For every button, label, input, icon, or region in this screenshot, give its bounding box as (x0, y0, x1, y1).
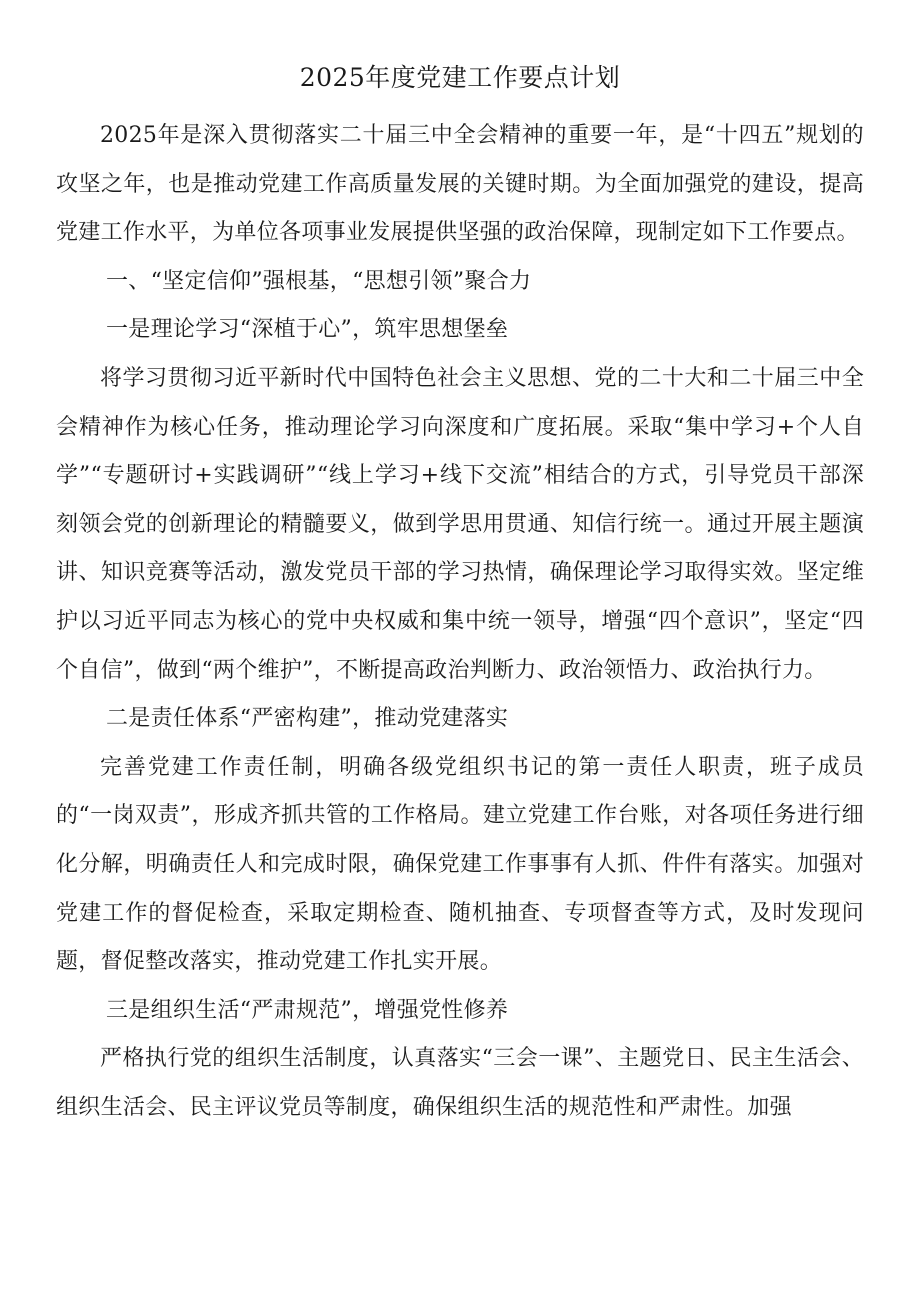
subsection-heading-3: 三是组织生活“严肃规范”，增强党性修养 (106, 997, 509, 1023)
intro-paragraph: 2025年是深入贯彻落实二十届三中全会精神的重要一年，是“十四五”规划的攻坚之年，也是推动党建工作高质量发展的关键时期。为全面加强党的建设，提高党建工作水平，为单位各项事业发展提供坚强的政治保障，现制定如下工作要点。 (56, 123, 864, 246)
section-heading-1: 一、“坚定信仰”强根基，“思想引领”聚合力 (106, 268, 532, 294)
subsection-paragraph-2: 完善党建工作责任制，明确各级党组织书记的第一责任人职责，班子成员的“一岗双责”，形成齐抓共管的工作格局。建立党建工作台账，对各项任务进行细化分解，明确责任人和完成时限，确保党建工作事事有人抓、件件有落实。加强对党建工作的督促检查，采取定期检查、随机抽查、专项督查等方式，及时发现问题，督促整改落实，推动党建工作扎实开展。 (56, 754, 864, 975)
subsection-paragraph-1: 将学习贯彻习近平新时代中国特色社会主义思想、党的二十大和二十届三中全会精神作为核心任务，推动理论学习向深度和广度拓展。采取“集中学习+个人自学”“专题研讨+实践调研”“线上学习+线下交流”相结合的方式，引导党员干部深刻领会党的创新理论的精髓要义，做到学思用贯通、知信行统一。通过开展主题演讲、知识竞赛等活动，激发党员干部的学习热情，确保理论学习取得实效。坚定维护以习近平同志为核心的党中央权威和集中统一领导，增强“四个意识”，坚定“四个自信”，做到“两个维护”，不断提高政治判断力、政治领悟力、政治执行力。 (56, 365, 864, 683)
subsection-paragraph-3: 严格执行党的组织生活制度，认真落实“三会一课”、主题党日、民主生活会、组织生活会、民主评议党员等制度，确保组织生活的规范性和严肃性。加强 (56, 1046, 864, 1120)
subsection-heading-1: 一是理论学习“深植于心”，筑牢思想堡垒 (106, 317, 509, 343)
document-title: 2025年度党建工作要点计划 (299, 63, 621, 92)
document-body (56, 112, 864, 1132)
subsection-heading-2: 二是责任体系“严密构建”，推动党建落实 (106, 706, 509, 732)
